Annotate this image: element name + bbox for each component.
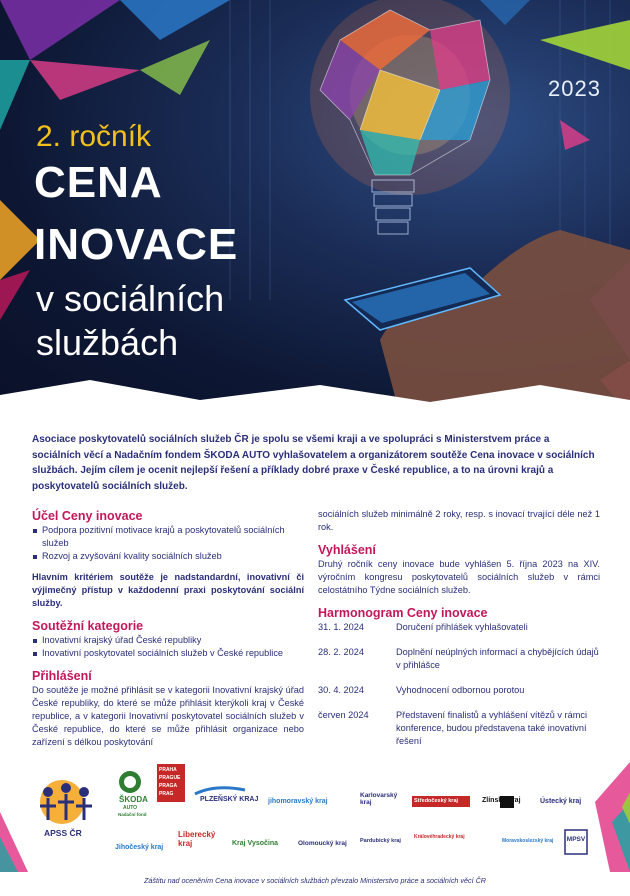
logo-zlinsky: Zlínský kraj xyxy=(482,797,521,804)
schedule-text: Vyhodnocení odbornou porotou xyxy=(396,685,525,695)
prihlaseni-heading: Přihlášení xyxy=(32,669,92,683)
edition-label: 2. ročník xyxy=(36,120,152,153)
table-row xyxy=(318,709,600,760)
title-line-1: CENA xyxy=(34,158,163,207)
logo-skoda-sub2: Nadační fond xyxy=(118,812,147,817)
intro-paragraph: Asociace poskytovatelů sociálních služeb ČR je spolu se všemi kraji a ve spolupráci s Ministerstvem práce a sociálních věcí a Nadačním fondem ŠKODA AUTO vyhlašovatelem a organizátorem soutěže Cena inovace v sociálních službách. Jejím cílem je ocenit nejlepší řešení a příklady dobré praxe v České republice, a to na úrovni krajů a poskytovatelů sociálních služeb. xyxy=(32,434,595,492)
prihlaseni-text-continued: sociálních služeb minimálně 2 roky, resp. s inovací trvající déle než 1 rok. xyxy=(318,509,600,532)
list-item: Rozvoj a zvyšování kvality sociálních služeb xyxy=(32,550,304,563)
kategorie-list xyxy=(32,634,304,660)
table-row xyxy=(318,684,600,709)
right-column xyxy=(318,508,600,760)
partner-logos xyxy=(0,762,630,872)
ucel-list xyxy=(32,524,304,563)
footer-note: Záštitu nad oceněním Cena inovace v sociálních službách převzalo Ministerstvo práce a sociálních věcí ČR xyxy=(144,876,486,885)
schedule-text: Doplnění neúplných informací a chybějících údajů v přihlášce xyxy=(396,647,599,670)
subtitle-line-1: v sociálních xyxy=(36,278,225,319)
left-column xyxy=(32,508,304,757)
schedule-date: červen 2024 xyxy=(318,710,369,720)
logo-stredocesky: Středočeský kraj xyxy=(414,798,459,804)
logo-skoda-sub: AUTO xyxy=(123,805,138,811)
prihlaseni-text: Do soutěže je možné přihlásit se v kategorii Inovativní krajský úřad České republiky, do které se může přihlásit kterýkoli kraj v České republice, a v kategorii Inovativní poskytovatel sociálních služeb v České republice, do které se může přihlásit organizace nebo zařízení s délkou poskytování xyxy=(32,685,304,747)
logo-apss: APSS ČR xyxy=(44,828,82,838)
harmonogram-heading: Harmonogram Ceny inovace xyxy=(318,606,488,620)
list-item: Podpora pozitivní motivace krajů a poskytovatelů sociálních služeb xyxy=(32,524,304,550)
hero-banner xyxy=(0,0,630,415)
title-line-2: INOVACE xyxy=(34,220,239,269)
schedule-text: Doručení přihlášek vyhlašovateli xyxy=(396,622,528,632)
vyhlaseni-heading: Vyhlášení xyxy=(318,543,376,557)
logo-mpsv: MPSV xyxy=(566,836,586,843)
subtitle-line-2: službách xyxy=(36,322,179,363)
schedule-date: 30. 4. 2024 xyxy=(318,685,364,695)
logo-ustecky: Ústecký kraj xyxy=(540,798,582,805)
schedule-date: 28. 2. 2024 xyxy=(318,647,364,657)
table-row xyxy=(318,621,600,646)
ucel-heading: Účel Ceny inovace xyxy=(32,509,143,523)
list-item: Inovativní krajský úřad České republiky xyxy=(32,634,304,647)
schedule-text: Představení finalistů a vyhlášení vítězů v rámci konference, budou představena také inovativní řešení xyxy=(396,710,587,746)
logo-karlovarsky: Karlovarský kraj xyxy=(360,792,398,806)
logo-moravskoslezsky: Moravskoslezský kraj xyxy=(502,838,554,844)
logo-skoda: ŠKODA xyxy=(119,795,148,804)
logo-decorations xyxy=(0,762,630,872)
table-row xyxy=(318,646,600,684)
logo-kralovehradecky: Královéhradecký kraj xyxy=(414,834,465,840)
logo-vysocina: Kraj Vysočina xyxy=(232,840,279,847)
kategorie-heading: Soutěžní kategorie xyxy=(32,619,144,633)
criterion-text: Hlavním kritériem soutěže je nadstandardní, inovativní či výjimečný přístup v každodenní praxi poskytování sociální služby. xyxy=(32,572,304,608)
schedule-date: 31. 1. 2024 xyxy=(318,622,364,632)
harmonogram-table xyxy=(318,621,600,760)
list-item: Inovativní poskytovatel sociálních služeb v České republice xyxy=(32,647,304,660)
logo-plzen: PLZEŇSKÝ KRAJ xyxy=(200,796,259,803)
logo-jihocesky: Jihočeský kraj xyxy=(115,844,164,851)
logo-jihomoravsky: jihomoravský kraj xyxy=(268,798,328,805)
logo-praha: PRAHA PRAGUE PRAGA PRAG xyxy=(159,767,181,797)
logo-liberecky: Liberecký kraj xyxy=(178,830,216,848)
year-label: 2023 xyxy=(548,76,601,101)
logo-olomoucky: Olomoucký kraj xyxy=(298,840,347,847)
vyhlaseni-text: Druhý ročník ceny inovace bude vyhlášen 5. října 2023 na XIV. výročním kongresu poskytovatelů sociálních služeb v rámci celostátního Týdne sociálních služeb. xyxy=(318,559,600,595)
logo-pardubicky: Pardubický kraj xyxy=(360,838,401,844)
